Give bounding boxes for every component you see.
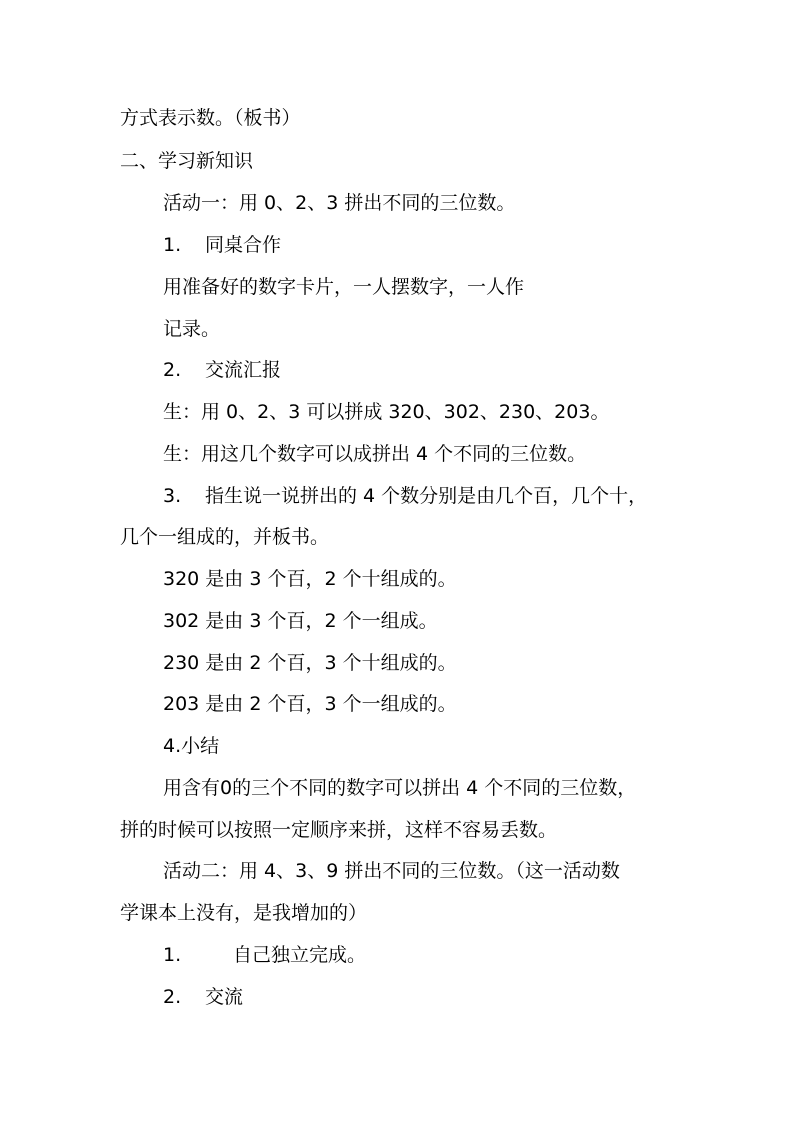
list-item-text: 指生说一说拼出的 4 个数分别是由几个百，几个十， — [205, 485, 648, 507]
activity-heading: 活动二：用 4、3、9 拼出不同的三位数。（这一活动数 — [163, 860, 620, 882]
list-item-text: 同桌合作 — [205, 234, 282, 256]
list-item — [163, 985, 243, 1009]
subheading: 4.小结 — [163, 735, 220, 757]
list-item-text: 交流汇报 — [205, 359, 282, 381]
list-marker: 2. — [163, 359, 182, 381]
text-line: 用含有0的三个不同的数字可以拼出 4 个不同的三位数， — [163, 777, 637, 799]
activity-heading: 活动一：用 0、2、3 拼出不同的三位数。 — [163, 192, 516, 214]
text-line: 方式表示数。（板书） — [120, 107, 301, 129]
text-line: 用准备好的数字卡片，一人摆数字，一人作 — [163, 276, 525, 298]
text-line: 学课本上没有，是我增加的） — [120, 902, 368, 924]
text-line: 几个一组成的，并板书。 — [120, 526, 330, 548]
text-line: 230 是由 2 个百，3 个十组成的。 — [163, 652, 457, 674]
text-line: 320 是由 3 个百，2 个十组成的。 — [163, 568, 457, 590]
text-line: 拼的时候可以按照一定顺序来拼，这样不容易丢数。 — [120, 819, 558, 841]
list-item-text: 交流 — [205, 986, 244, 1008]
section-heading: 二、学习新知识 — [120, 150, 254, 172]
list-item — [163, 358, 281, 382]
list-marker: 3. — [163, 485, 182, 507]
list-marker: 1. — [163, 234, 182, 256]
text-line: 生：用 0、2、3 可以拼成 320、302、230、203。 — [163, 401, 610, 423]
text-line: 302 是由 3 个百，2 个一组成。 — [163, 610, 438, 632]
list-marker: 1. — [163, 944, 182, 966]
list-marker: 2. — [163, 986, 182, 1008]
text-line: 203 是由 2 个百，3 个一组成的。 — [163, 693, 457, 715]
text-line: 生：用这几个数字可以成拼出 4 个不同的三位数。 — [163, 443, 587, 465]
list-item-text: 自己独立完成。 — [233, 944, 367, 966]
text-line: 记录。 — [163, 318, 221, 340]
list-item — [163, 484, 647, 508]
list-item — [163, 943, 366, 967]
list-item — [163, 233, 281, 257]
